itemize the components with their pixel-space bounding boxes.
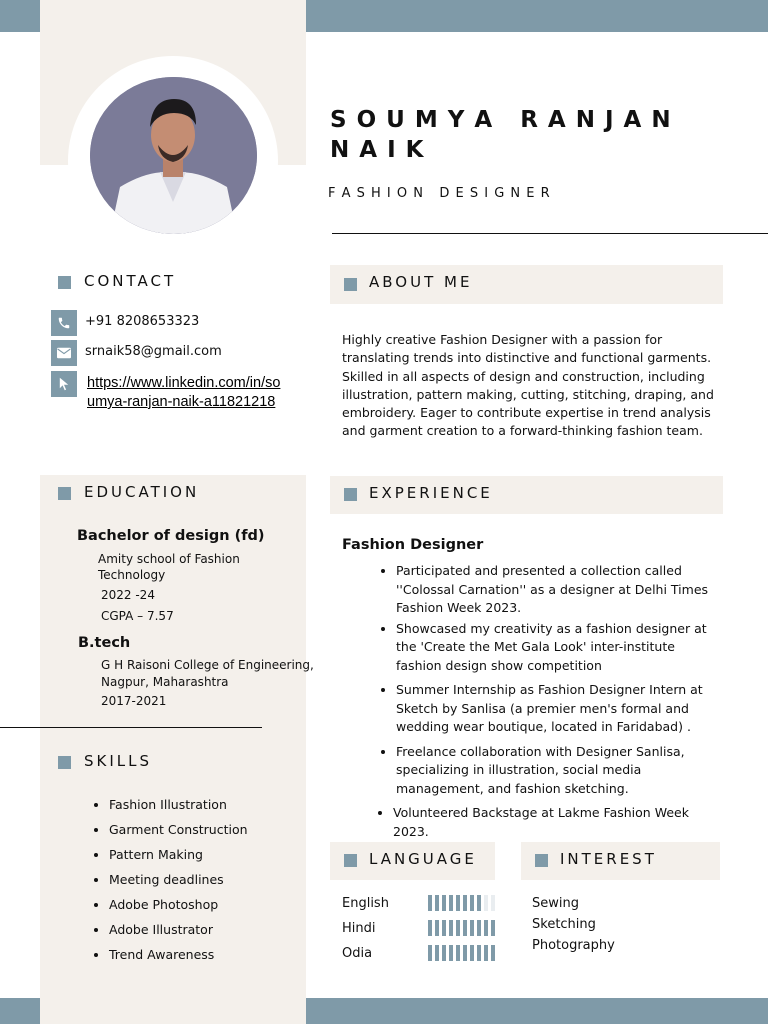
meter-tick bbox=[449, 945, 453, 961]
meter-tick bbox=[449, 895, 453, 911]
skills-square-icon bbox=[58, 756, 71, 769]
meter-tick bbox=[428, 920, 432, 936]
phone-icon bbox=[51, 310, 77, 336]
bottom-bar-left bbox=[0, 998, 40, 1024]
meter-tick bbox=[477, 945, 481, 961]
meter-tick bbox=[435, 945, 439, 961]
about-text bbox=[342, 331, 714, 441]
degree-1: Bachelor of design (fd) bbox=[77, 528, 265, 544]
experience-square-icon bbox=[344, 488, 357, 501]
bullet-line: the 'Create the Met Gala Look' inter-institute bbox=[396, 639, 675, 654]
meter-tick bbox=[463, 895, 467, 911]
meter-tick bbox=[428, 895, 432, 911]
bullet-line: management, and fashion sketching. bbox=[396, 780, 629, 796]
education-divider bbox=[0, 727, 262, 728]
meter-tick bbox=[484, 920, 488, 936]
about-square-icon bbox=[344, 278, 357, 291]
meter-tick bbox=[463, 945, 467, 961]
language-meter bbox=[428, 920, 495, 936]
job-title: F A S H I O N D E S I G N E R bbox=[328, 186, 551, 201]
list-item: Sketching bbox=[532, 917, 596, 932]
about-heading: ABOUT ME bbox=[369, 273, 473, 291]
meter-tick bbox=[470, 895, 474, 911]
about-line: embroidery. Eager to contribute expertise in trend analysis bbox=[342, 405, 711, 421]
language-list bbox=[342, 891, 502, 966]
about-line: Skilled in all aspects of design and construction, including bbox=[342, 368, 705, 384]
bullet-line: Fashion Week 2023. bbox=[396, 600, 522, 615]
meter-tick bbox=[470, 945, 474, 961]
meter-tick bbox=[435, 920, 439, 936]
bullet-line: fashion design show competition bbox=[396, 657, 602, 673]
degree-2: B.tech bbox=[78, 635, 131, 651]
experience-role: Fashion Designer bbox=[342, 537, 484, 553]
skills-heading: SKILLS bbox=[84, 752, 153, 770]
meter-tick bbox=[435, 895, 439, 911]
language-name: Odia bbox=[342, 946, 373, 961]
meter-tick bbox=[442, 945, 446, 961]
language-heading: LANGUAGE bbox=[369, 850, 477, 868]
avatar bbox=[90, 77, 257, 234]
about-line: Highly creative Fashion Designer with a passion for bbox=[342, 332, 663, 347]
language-row bbox=[342, 941, 502, 966]
education-heading: EDUCATION bbox=[84, 483, 200, 501]
bullet-line: Showcased my creativity as a fashion designer at bbox=[396, 620, 707, 636]
list-item bbox=[396, 620, 726, 676]
language-meter bbox=[428, 945, 495, 961]
meter-tick bbox=[463, 920, 467, 936]
language-name: English bbox=[342, 896, 389, 911]
bullet-line: Volunteered Backstage at Lakme Fashion Week bbox=[393, 805, 689, 820]
school-1-line-1: Amity school of Fashion bbox=[98, 552, 240, 566]
about-line: and garment creation to a forward-thinking fashion team. bbox=[342, 423, 703, 439]
meter-tick bbox=[456, 895, 460, 911]
bullet-line: Sketch by Sanlisa (a premier men's formal and bbox=[396, 700, 689, 716]
bullet-line: 2023. bbox=[393, 823, 429, 839]
years-2: 2017-2021 bbox=[101, 694, 167, 708]
linkedin-line-1: https://www.linkedin.com/in/so bbox=[87, 375, 281, 391]
meter-tick bbox=[484, 945, 488, 961]
list-item: • Trend Awareness bbox=[109, 942, 248, 967]
meter-tick bbox=[456, 945, 460, 961]
list-item bbox=[396, 743, 726, 799]
school-2-line-2: Nagpur, Maharashtra bbox=[101, 675, 229, 689]
about-line: illustration, pattern making, cutting, stitching, draping, and bbox=[342, 386, 714, 402]
contact-phone: +91 8208653323 bbox=[85, 314, 200, 329]
years-1: 2022 -24 bbox=[101, 588, 155, 602]
list-item: • Pattern Making bbox=[109, 842, 248, 867]
language-row bbox=[342, 916, 502, 941]
interest-list bbox=[532, 893, 615, 956]
bullet-line: Participated and presented a collection called bbox=[396, 563, 682, 578]
meter-tick bbox=[477, 895, 481, 911]
experience-list bbox=[393, 562, 726, 841]
meter-tick bbox=[442, 895, 446, 911]
meter-tick bbox=[470, 920, 474, 936]
mail-icon bbox=[51, 340, 77, 366]
list-item: • Garment Construction bbox=[109, 817, 248, 842]
meter-tick bbox=[449, 920, 453, 936]
contact-heading: CONTACT bbox=[84, 272, 177, 290]
meter-tick bbox=[456, 920, 460, 936]
list-item bbox=[396, 562, 726, 618]
about-line: translating trends into distinctive and functional garments. bbox=[342, 350, 712, 366]
list-item: Sewing bbox=[532, 896, 579, 911]
meter-tick bbox=[491, 920, 495, 936]
meter-tick bbox=[477, 920, 481, 936]
list-item: Photography bbox=[532, 938, 615, 953]
bullet-line: specializing in illustration, social media bbox=[396, 762, 642, 777]
language-row bbox=[342, 891, 502, 916]
bullet-line: wedding wear boutique, located in Faridabad) . bbox=[396, 719, 691, 734]
meter-tick bbox=[491, 895, 495, 911]
cgpa-1: CGPA – 7.57 bbox=[101, 609, 174, 623]
bullet-line: Summer Internship as Fashion Designer Intern at bbox=[396, 682, 703, 697]
bottom-bar-right bbox=[306, 998, 768, 1024]
portrait-image bbox=[90, 77, 257, 234]
meter-tick bbox=[484, 895, 488, 911]
linkedin-line-2: umya-ranjan-naik-a11821218 bbox=[87, 394, 276, 410]
list-item: • Fashion Illustration bbox=[109, 792, 248, 817]
language-square-icon bbox=[344, 854, 357, 867]
language-meter bbox=[428, 895, 495, 911]
meter-tick bbox=[428, 945, 432, 961]
contact-square-icon bbox=[58, 276, 71, 289]
bullet-line: Freelance collaboration with Designer Sanlisa, bbox=[396, 743, 685, 759]
list-item: • Meeting deadlines bbox=[109, 867, 248, 892]
name-line-1: S O U M Y A R A N J A N bbox=[330, 107, 672, 133]
cursor-icon bbox=[51, 371, 77, 397]
experience-heading: EXPERIENCE bbox=[369, 484, 493, 502]
language-name: Hindi bbox=[342, 921, 376, 936]
linkedin-link[interactable] bbox=[87, 374, 280, 412]
interest-square-icon bbox=[535, 854, 548, 867]
header-divider bbox=[332, 233, 768, 234]
list-item: • Adobe Photoshop bbox=[109, 892, 248, 917]
meter-tick bbox=[491, 945, 495, 961]
bullet-line: ''Colossal Carnation'' as a designer at Delhi Times bbox=[396, 581, 709, 597]
skills-list bbox=[109, 792, 248, 967]
list-item bbox=[393, 804, 726, 841]
list-item: • Adobe Illustrator bbox=[109, 917, 248, 942]
list-item bbox=[396, 681, 726, 737]
meter-tick bbox=[442, 920, 446, 936]
school-1-line-2: Technology bbox=[98, 568, 166, 582]
school-2-line-1: G H Raisoni College of Engineering, bbox=[101, 658, 314, 672]
contact-email: srnaik58@gmail.com bbox=[85, 344, 222, 359]
name-line-2: N A I K bbox=[330, 137, 425, 163]
top-bar-left bbox=[0, 0, 40, 32]
interest-heading: INTEREST bbox=[560, 850, 657, 868]
education-square-icon bbox=[58, 487, 71, 500]
top-bar-right bbox=[306, 0, 768, 32]
